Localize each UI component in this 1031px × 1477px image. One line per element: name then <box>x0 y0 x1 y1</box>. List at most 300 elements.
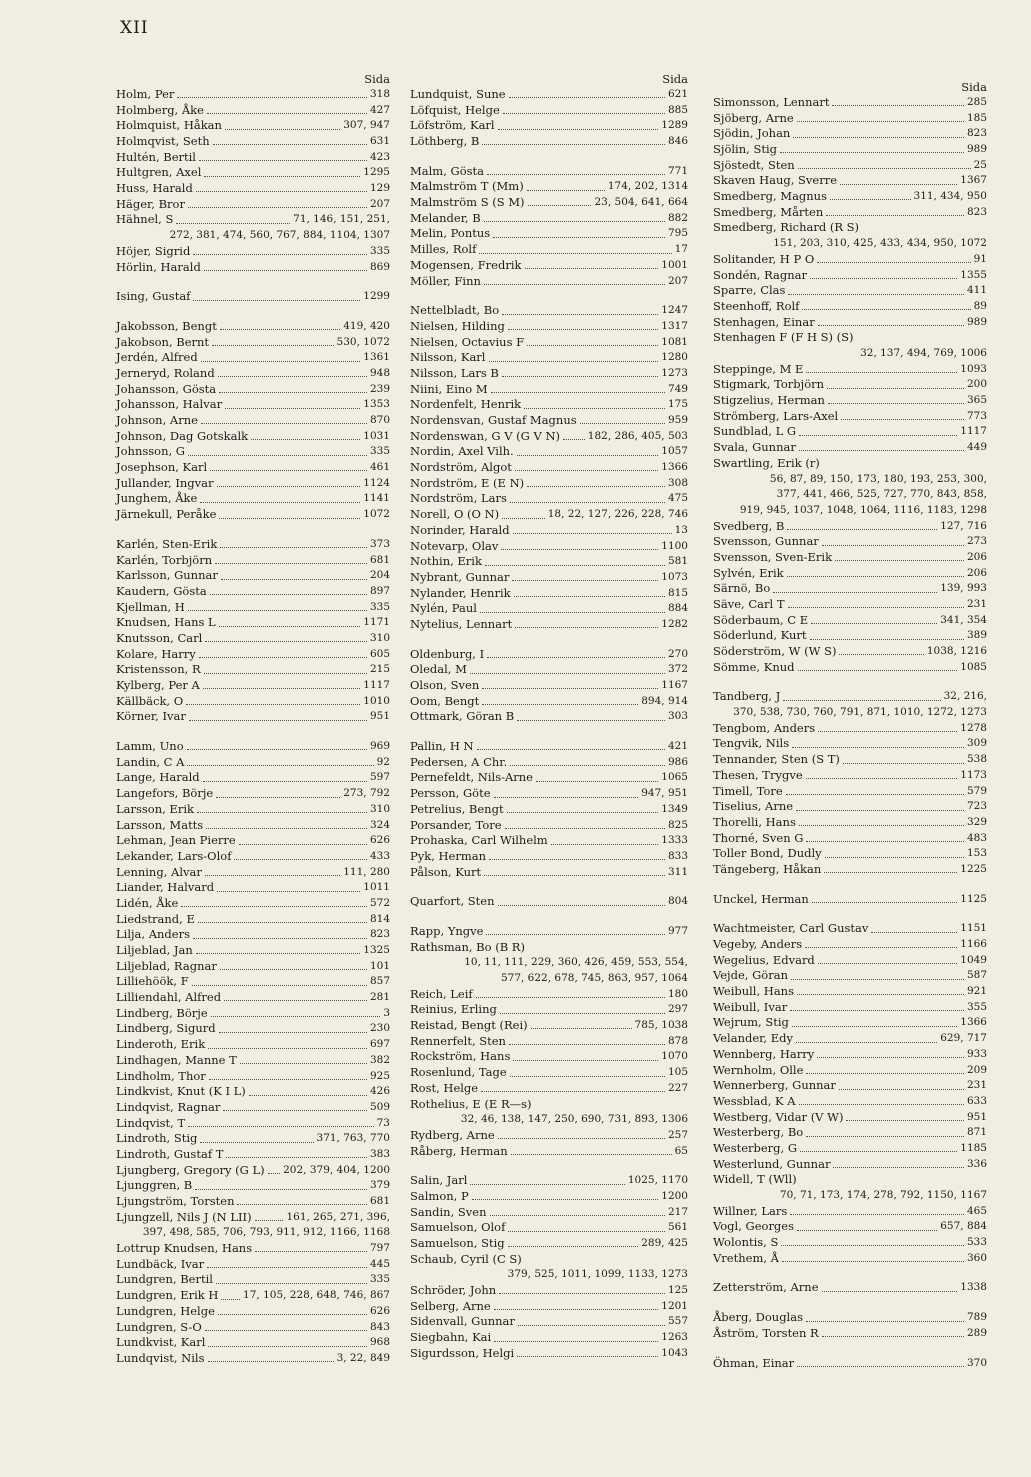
entry-name: Selberg, Arne <box>410 1298 491 1313</box>
index-entry <box>116 289 390 305</box>
entry-name: Malmström T (Mm) <box>410 179 524 194</box>
index-entry <box>410 786 688 802</box>
entry-pages: 379, 525, 1011, 1099, 1133, 1273 <box>507 1268 688 1281</box>
entry-pages: 206 <box>966 566 987 579</box>
entry-pages: 161, 265, 271, 396, <box>286 1210 390 1223</box>
index-entry <box>713 1326 987 1342</box>
entry-name: Ljungzell, Nils J (N LII) <box>116 1209 252 1224</box>
index-entry <box>713 393 987 409</box>
entry-pages: 389 <box>966 629 987 642</box>
entry-pages: 272, 381, 474, 560, 767, 884, 1104, 1307 <box>169 229 390 242</box>
entry-name: Melin, Pontus <box>410 226 491 241</box>
index-entry <box>713 330 987 346</box>
index-entry <box>410 1252 688 1268</box>
dot-leader <box>208 1361 334 1362</box>
index-entry <box>410 523 688 539</box>
dot-leader <box>513 533 672 534</box>
entry-pages: 1070 <box>661 1050 688 1063</box>
index-entry <box>713 1110 987 1126</box>
entry-pages: 449 <box>966 441 987 454</box>
entry-pages: 289, 425 <box>641 1237 688 1250</box>
entry-name: Söderström, W (W S) <box>713 644 837 659</box>
entry-name: Möller, Finn <box>410 273 481 288</box>
entry-name: Samuelson, Stig <box>410 1236 505 1251</box>
entry-name: Sjödin, Johan <box>713 126 791 141</box>
entry-name: Skaven Haug, Sverre <box>713 173 838 188</box>
entry-pages: 581 <box>667 555 688 568</box>
entry-name: Sigurdsson, Helgi <box>410 1345 515 1360</box>
dot-leader <box>204 270 367 271</box>
dot-leader <box>509 1044 665 1045</box>
dot-leader <box>255 1220 284 1221</box>
index-entry <box>116 584 390 600</box>
dot-leader <box>806 778 958 779</box>
section-gap <box>410 880 688 894</box>
dot-leader <box>487 657 665 658</box>
index-entry <box>410 1346 688 1362</box>
section-gap <box>410 725 688 739</box>
index-entry <box>713 752 987 768</box>
entry-name: Lilliendahl, Alfred <box>116 990 222 1005</box>
entry-name: Rapp, Yngve <box>410 923 484 938</box>
entry-name: Holmberg, Åke <box>116 102 204 117</box>
index-entry <box>713 799 987 815</box>
index-entry <box>713 721 987 737</box>
index-entry <box>713 1281 987 1297</box>
dot-leader <box>482 144 665 145</box>
dot-leader <box>196 191 367 192</box>
entry-name: Pedersen, A Chr. <box>410 754 508 769</box>
entry-pages: 139, 993 <box>940 582 987 595</box>
entry-name: Thesen, Trygve <box>713 767 803 782</box>
index-entry <box>116 568 390 584</box>
index-entry <box>410 601 688 617</box>
index-entry <box>116 1100 390 1116</box>
index-entry <box>116 755 390 771</box>
entry-name: Rydberg, Arne <box>410 1127 495 1142</box>
entry-pages: 870 <box>369 414 390 427</box>
dot-leader <box>792 747 964 748</box>
entry-name: Söderbaum, C E <box>713 612 809 627</box>
entry-pages: 1225 <box>960 862 987 875</box>
entry-list <box>410 87 688 1362</box>
entry-pages: 373 <box>369 537 390 550</box>
dot-leader <box>494 797 639 798</box>
index-entry <box>410 818 688 834</box>
entry-name: Widell, T (Wll) <box>713 1172 797 1187</box>
index-entry <box>116 87 390 103</box>
entry-name: Oledal, M <box>410 662 467 677</box>
entry-pages: 202, 379, 404, 1200 <box>283 1163 390 1176</box>
entry-pages: 73 <box>376 1116 390 1129</box>
dot-leader <box>806 1321 964 1322</box>
entry-name: Nordenfelt, Henrik <box>410 397 522 412</box>
entry-name: Holmqvist, Seth <box>116 134 210 149</box>
dot-leader <box>482 704 638 705</box>
entry-pages: 1317 <box>661 319 688 332</box>
index-entry <box>116 444 390 460</box>
dot-leader <box>210 594 367 595</box>
index-entry <box>410 397 688 413</box>
entry-name: Knutsson, Carl <box>116 630 203 645</box>
entry-pages: 572 <box>369 896 390 909</box>
entry-name: Mogensen, Fredrik <box>410 257 522 272</box>
entry-name: Nettelbladt, Bo <box>410 303 500 318</box>
index-entry <box>410 507 688 523</box>
dot-leader <box>797 994 964 995</box>
entry-pages: 1072 <box>363 508 390 521</box>
index-entry <box>116 1037 390 1053</box>
index-entry <box>410 1097 688 1113</box>
entry-name: Nordström, Algot <box>410 460 512 475</box>
entry-pages: 1263 <box>661 1331 688 1344</box>
entry-pages: 1349 <box>661 802 688 815</box>
entry-name: Malm, Gösta <box>410 163 485 178</box>
dot-leader <box>209 1079 367 1080</box>
entry-pages: 869 <box>369 260 390 273</box>
dot-leader <box>502 376 658 377</box>
index-entry <box>116 150 390 166</box>
entry-name: Hähnel, S <box>116 212 174 227</box>
dot-leader <box>806 372 957 373</box>
section-gap <box>713 1296 987 1310</box>
index-entry <box>410 617 688 633</box>
entry-name: Liljeblad, Ragnar <box>116 958 217 973</box>
index-entry <box>116 833 390 849</box>
entry-name: Nothin, Erik <box>410 554 482 569</box>
entry-pages: 239 <box>369 382 390 395</box>
entry-name: Hultén, Bertil <box>116 149 196 164</box>
index-entry <box>410 242 688 258</box>
index-entry <box>116 553 390 569</box>
index-entry <box>410 865 688 881</box>
dot-leader <box>240 1063 367 1064</box>
entry-pages: 397, 498, 585, 706, 793, 911, 912, 1166, 1168 <box>142 1226 390 1239</box>
entry-pages: 1117 <box>363 679 390 692</box>
dot-leader <box>470 673 665 674</box>
entry-pages: 773 <box>966 409 987 422</box>
dot-leader <box>839 654 923 655</box>
entry-name: Stigmark, Torbjörn <box>713 377 825 392</box>
entry-pages: 311, 434, 950 <box>913 190 987 203</box>
index-entry <box>116 118 390 134</box>
entry-pages: 23, 504, 641, 664 <box>594 196 688 209</box>
index-entry-continuation <box>713 503 987 519</box>
entry-pages: 557 <box>667 1315 688 1328</box>
entry-pages: 749 <box>667 382 688 395</box>
entry-name: Lindroth, Gustaf T <box>116 1146 224 1161</box>
entry-pages: 227 <box>667 1081 688 1094</box>
dot-leader <box>511 1154 672 1155</box>
dot-leader <box>525 268 659 269</box>
index-entry <box>713 1356 987 1372</box>
index-entry <box>713 424 987 440</box>
entry-name: Linderoth, Erik <box>116 1037 206 1052</box>
index-entry <box>116 849 390 865</box>
entry-name: Rathsman, Bo (B R) <box>410 939 525 954</box>
entry-name: Johansson, Gösta <box>116 381 217 396</box>
entry-pages: 989 <box>966 143 987 156</box>
entry-name: Tengvik, Nils <box>713 736 790 751</box>
entry-pages: 70, 71, 173, 174, 278, 792, 1150, 1167 <box>779 1189 987 1202</box>
dot-leader <box>481 1091 665 1092</box>
entry-name: Svala, Gunnar <box>713 440 796 455</box>
index-entry <box>116 990 390 1006</box>
dot-leader <box>188 1126 374 1127</box>
entry-pages: 697 <box>369 1038 390 1051</box>
entry-name: Westerberg, G <box>713 1140 798 1155</box>
index-entry-continuation <box>713 236 987 252</box>
index-entry <box>410 694 688 710</box>
index-entry <box>116 1257 390 1273</box>
entry-name: Pernefeldt, Nils-Arne <box>410 770 533 785</box>
entry-pages: 127, 716 <box>940 519 987 532</box>
entry-pages: 933 <box>966 1047 987 1060</box>
index-entry <box>410 1081 688 1097</box>
entry-pages: 105 <box>667 1066 688 1079</box>
dot-leader <box>234 859 367 860</box>
entry-pages: 377, 441, 466, 525, 727, 770, 843, 858, <box>776 488 987 501</box>
entry-pages: 360 <box>966 1251 987 1264</box>
entry-name: Wejrum, Stig <box>713 1015 789 1030</box>
entry-pages: 538 <box>966 753 987 766</box>
index-entry <box>713 1157 987 1173</box>
index-entry <box>410 195 688 211</box>
entry-pages: 182, 286, 405, 503 <box>587 429 688 442</box>
index-entry <box>410 1330 688 1346</box>
index-entry <box>713 1063 987 1079</box>
entry-pages: 1333 <box>661 834 688 847</box>
index-entry <box>410 755 688 771</box>
index-entry <box>713 409 987 425</box>
entry-pages: 209 <box>966 1063 987 1076</box>
index-entry <box>410 413 688 429</box>
entry-pages: 1043 <box>661 1346 688 1359</box>
entry-name: Johnson, Arne <box>116 413 198 428</box>
dot-leader <box>800 1151 957 1152</box>
entry-pages: 71, 146, 151, 251, <box>293 213 390 226</box>
entry-name: Nytelius, Lennart <box>410 616 513 631</box>
dot-leader <box>799 825 964 826</box>
entry-pages: 823 <box>369 928 390 941</box>
dot-leader <box>828 403 964 404</box>
entry-name: Westerberg, Bo <box>713 1125 804 1140</box>
entry-pages: 1200 <box>661 1189 688 1202</box>
dot-leader <box>237 1204 366 1205</box>
entry-pages: 884 <box>667 602 688 615</box>
entry-name: Niini, Eino M <box>410 381 488 396</box>
entry-name: Sandin, Sven <box>410 1204 487 1219</box>
index-entry <box>713 1094 987 1110</box>
dot-leader <box>833 1167 964 1168</box>
dot-leader <box>239 844 367 845</box>
entry-name: Oldenburg, I <box>410 646 485 661</box>
dot-leader <box>806 841 964 842</box>
index-entry <box>410 586 688 602</box>
index-entry <box>116 771 390 787</box>
dot-leader <box>810 278 957 279</box>
dot-leader <box>805 947 957 948</box>
index-entry <box>713 189 987 205</box>
index-entry-continuation <box>410 1267 688 1283</box>
entry-pages: 1065 <box>661 771 688 784</box>
entry-name: Sidenvall, Gunnar <box>410 1314 515 1329</box>
entry-name: Åström, Torsten R <box>713 1325 819 1340</box>
entry-pages: 207 <box>667 274 688 287</box>
entry-name: Körner, Ivar <box>116 709 186 724</box>
dot-leader <box>220 969 367 970</box>
entry-pages: 977 <box>667 924 688 937</box>
entry-pages: 1141 <box>363 492 390 505</box>
entry-name: Reinius, Erling <box>410 1002 497 1017</box>
dot-leader <box>824 872 957 873</box>
dot-leader <box>790 1214 964 1215</box>
entry-pages: 1325 <box>363 944 390 957</box>
entry-name: Jerneryd, Roland <box>116 365 215 380</box>
entry-name: Löthberg, B <box>410 134 480 149</box>
dot-leader <box>515 627 658 628</box>
page-number: XII <box>120 18 149 38</box>
index-entry <box>116 103 390 119</box>
entry-name: Strömberg, Lars-Axel <box>713 408 839 423</box>
dot-leader <box>225 408 360 409</box>
entry-name: Rockström, Hans <box>410 1049 511 1064</box>
entry-pages: 281 <box>369 991 390 1004</box>
entry-pages: 681 <box>369 1195 390 1208</box>
dot-leader <box>517 720 665 721</box>
entry-name: Nylén, Paul <box>410 601 477 616</box>
dot-leader <box>489 859 665 860</box>
index-entry <box>410 179 688 195</box>
entry-name: Milles, Rolf <box>410 242 477 257</box>
entry-pages: 10, 11, 111, 229, 360, 426, 459, 553, 554, <box>464 956 688 969</box>
index-entry <box>116 974 390 990</box>
entry-name: Lundgren, S-O <box>116 1319 202 1334</box>
entry-name: Quarfort, Sten <box>410 894 495 909</box>
entry-pages: 151, 203, 310, 425, 433, 434, 950, 1072 <box>773 237 987 250</box>
entry-name: Malmström S (S M) <box>410 195 525 210</box>
entry-name: Wernholm, Olle <box>713 1062 804 1077</box>
entry-name: Westberg, Vidar (V W) <box>713 1109 844 1124</box>
dot-leader <box>825 857 964 858</box>
entry-pages: 797 <box>369 1242 390 1255</box>
index-entry <box>713 628 987 644</box>
entry-pages: 1361 <box>363 351 390 364</box>
entry-name: Stenhagen F (F H S) (S) <box>713 330 854 345</box>
dot-leader <box>499 1293 665 1294</box>
dot-leader <box>783 700 940 701</box>
index-entry-continuation <box>116 1225 390 1241</box>
index-entry <box>116 678 390 694</box>
entry-name: Schröder, John <box>410 1283 497 1298</box>
dot-leader <box>477 749 665 750</box>
entry-pages: 1295 <box>363 166 390 179</box>
entry-name: Vejde, Göran <box>713 968 788 983</box>
index-entry <box>713 597 987 613</box>
entry-pages: 370 <box>966 1356 987 1369</box>
index-entry <box>116 802 390 818</box>
dot-leader <box>205 641 367 642</box>
entry-pages: 681 <box>369 553 390 566</box>
entry-pages: 200 <box>966 378 987 391</box>
index-entry-continuation <box>713 346 987 362</box>
sida-header: Sida <box>364 72 390 86</box>
index-entry <box>116 1163 390 1179</box>
entry-pages: 1167 <box>661 679 688 692</box>
index-entry <box>410 319 688 335</box>
entry-pages: 297 <box>667 1003 688 1016</box>
index-entry <box>410 849 688 865</box>
dot-leader <box>192 985 367 986</box>
entry-name: Wennberg, Harry <box>713 1046 815 1061</box>
index-column-3 <box>713 72 987 1371</box>
dot-leader <box>482 688 658 689</box>
dot-leader <box>268 1173 281 1174</box>
entry-name: Nilsson, Lars B <box>410 365 499 380</box>
index-entry <box>713 173 987 189</box>
index-entry <box>713 126 987 142</box>
dot-leader <box>806 1136 964 1137</box>
dot-leader <box>186 704 360 705</box>
entry-pages: 1367 <box>960 174 987 187</box>
entry-name: Särnö, Bo <box>713 581 771 596</box>
index-entry <box>410 103 688 119</box>
index-entry <box>410 1220 688 1236</box>
entry-name: Söderlund, Kurt <box>713 628 807 643</box>
dot-leader <box>796 1042 937 1043</box>
entry-pages: 989 <box>966 315 987 328</box>
entry-name: Smedberg, Mårten <box>713 204 824 219</box>
dot-leader <box>799 435 957 436</box>
entry-name: Lidén, Åke <box>116 895 179 910</box>
index-entry <box>410 460 688 476</box>
index-entry <box>713 1219 987 1235</box>
dot-leader <box>489 361 659 362</box>
section-gap <box>410 289 688 303</box>
index-entry <box>410 429 688 445</box>
entry-name: Velander, Edy <box>713 1031 793 1046</box>
entry-pages: 285 <box>966 95 987 108</box>
dot-leader <box>225 129 340 130</box>
index-entry <box>116 319 390 335</box>
entry-name: Åberg, Douglas <box>713 1310 803 1325</box>
entry-pages: 1355 <box>960 268 987 281</box>
dot-leader <box>220 547 367 548</box>
index-entry <box>410 1283 688 1299</box>
entry-pages: 335 <box>369 1273 390 1286</box>
index-entry <box>116 896 390 912</box>
entry-pages: 423 <box>369 150 390 163</box>
entry-name: Larsson, Erik <box>116 801 194 816</box>
entry-list <box>116 87 390 1367</box>
index-entry <box>713 1235 987 1251</box>
index-entry <box>410 739 688 755</box>
entry-pages: 289 <box>966 1326 987 1339</box>
entry-pages: 621 <box>667 87 688 100</box>
entry-pages: 311 <box>667 865 688 878</box>
index-entry <box>410 118 688 134</box>
entry-name: Ljungberg, Gregory (G L) <box>116 1162 265 1177</box>
dot-leader <box>479 253 671 254</box>
entry-pages: 789 <box>966 1311 987 1324</box>
index-entry <box>713 953 987 969</box>
entry-name: Järnekull, Peråke <box>116 507 217 522</box>
dot-leader <box>219 1032 367 1033</box>
index-entry <box>116 1069 390 1085</box>
index-entry <box>116 880 390 896</box>
dot-leader <box>791 979 964 980</box>
index-entry <box>713 984 987 1000</box>
